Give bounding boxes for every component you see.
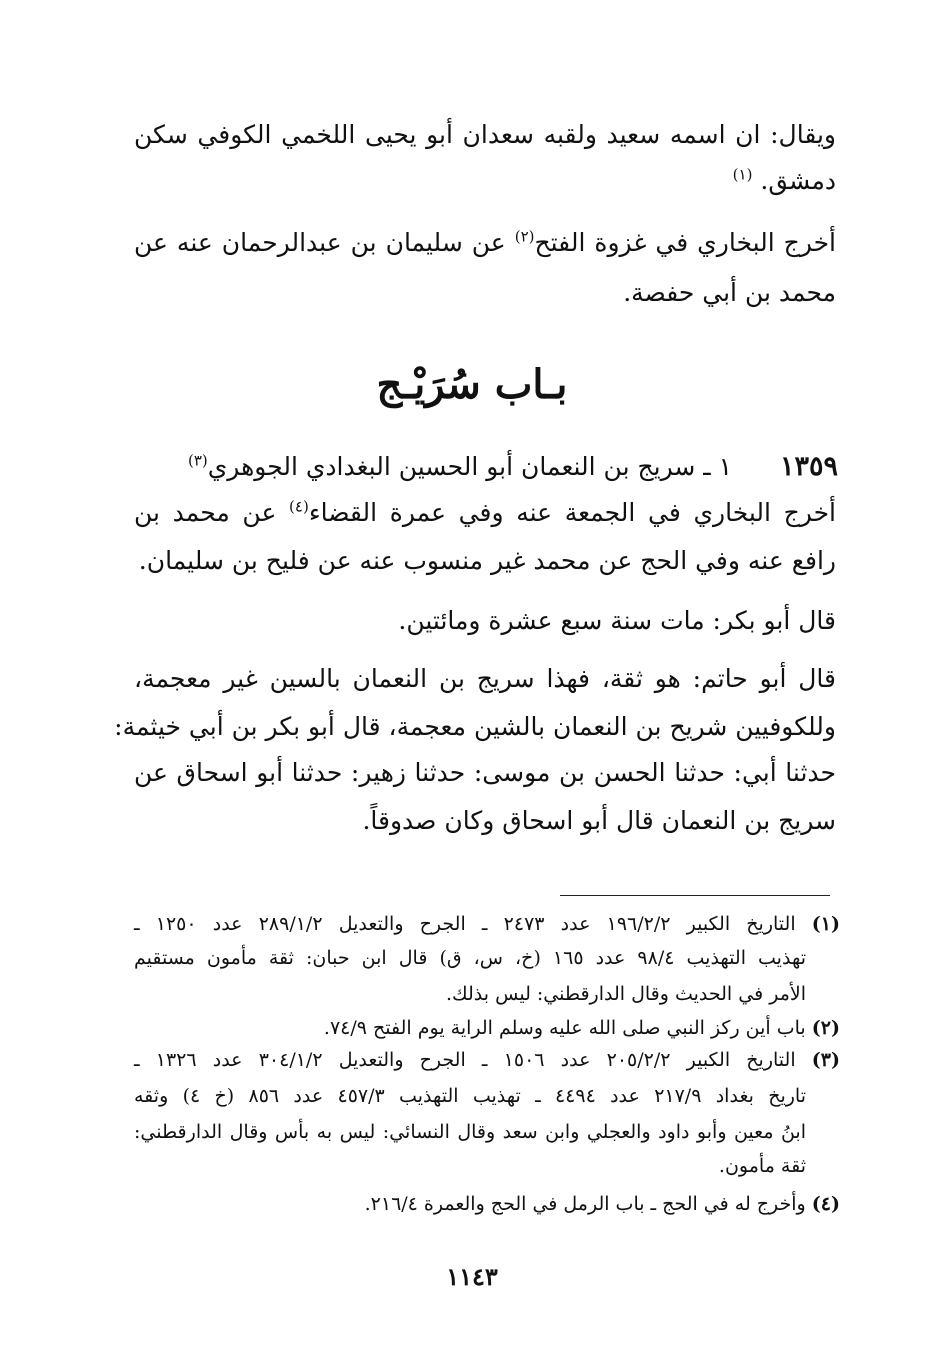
- footnote-text: باب أين ركز النبي صلى الله عليه وسلم الراية يوم الفتح ٧٤/٩.: [323, 1017, 806, 1039]
- entry-p2-line-1: [398, 604, 836, 638]
- entry-p3-line-4: [362, 804, 836, 838]
- intro-text: عن سليمان بن عبدالرحمان عنه عن: [134, 228, 515, 257]
- footnote-text: ابنُ معين وأبو داود والعجلي وابن سعد وقال النسائي: ليس به بأس وقال الدارقطني:: [134, 1121, 806, 1143]
- footnote-number: (٣): [811, 1049, 840, 1071]
- intro-line-2: [733, 164, 836, 198]
- footnote-1-line-1: [134, 910, 840, 938]
- entry-text: عن محمد بن: [134, 498, 290, 527]
- intro-text: ويقال: ان اسمه سعيد ولقبه سعدان أبو يحيى اللخمي الكوفي سكن: [134, 120, 836, 149]
- footnote-text: تهذيب التهذيب ٩٨/٤ عدد ١٦٥ (خ، س، ق) قال ابن حبان: ثقة مأمون مستقيم: [134, 947, 806, 969]
- footnote-1-line-3: [446, 980, 806, 1008]
- intro-text: محمد بن أبي حفصة.: [623, 278, 836, 307]
- entry-p3-line-3: [134, 756, 836, 790]
- entry-text: قال أبو بكر: مات سنة سبع عشرة ومائتين.: [398, 606, 836, 635]
- entry-p1-line-2: [139, 544, 836, 578]
- entry-index: ١: [718, 452, 732, 481]
- footnote-number: (٤): [811, 1193, 840, 1215]
- footnote-number: (٢): [811, 1017, 840, 1039]
- footnote-text: التاريخ الكبير ١٩٦/٢/٢ عدد ٢٤٧٣ ـ الجرح والتعديل ٢٨٩/١/٢ عدد ١٢٥٠ ـ: [134, 913, 796, 935]
- footnote-ref: (١): [732, 165, 753, 184]
- entry-text: قال أبو حاتم: هو ثقة، فهذا سريج بن النعمان بالسين غير معجمة،: [134, 664, 836, 693]
- entry-text: رافع عنه وفي الحج عن محمد غير منسوب عنه عن فليح بن سليمان.: [138, 546, 836, 575]
- footnote-number: (١): [811, 913, 840, 935]
- footnote-3-line-1: [134, 1046, 840, 1074]
- entry-name: ـ سريج بن النعمان أبو الحسين البغدادي الجوهري: [207, 452, 711, 481]
- intro-line-1: [134, 118, 836, 152]
- footnote-1-line-2: [134, 944, 806, 972]
- intro-text: أخرج البخاري في غزوة الفتح: [534, 228, 837, 257]
- page-number: ١١٤٣: [446, 1262, 498, 1291]
- intro-para2-line-1: [134, 226, 836, 260]
- footnote-text: تاريخ بغداد ٢١٧/٩ عدد ٤٤٩٤ ـ تهذيب التهذيب ٤٥٧/٣ عدد ٨٥٦ (خ ٤) وثقه: [134, 1085, 806, 1107]
- footnote-text: وأخرج له في الحج ـ باب الرمل في الحج والعمرة ٢١٦/٤.: [364, 1193, 806, 1215]
- footnote-2-line-1: [324, 1014, 840, 1042]
- footnote-ref: (٣): [187, 451, 208, 470]
- intro-para2-line-2: [623, 276, 836, 310]
- entry-p3-line-1: [134, 662, 836, 696]
- footnote-separator: [560, 895, 830, 896]
- footnote-text: ثقة مأمون.: [718, 1155, 806, 1177]
- entry-text: سريج بن النعمان قال أبو اسحاق وكان صدوقاً.: [362, 806, 836, 835]
- entry-p3-line-2: [114, 710, 836, 744]
- footnote-ref: (٤): [289, 497, 309, 516]
- entry-p1-line-1: [134, 496, 836, 530]
- footnote-3-line-2: [134, 1082, 806, 1110]
- footnote-text: التاريخ الكبير ٢٠٥/٢/٢ عدد ١٥٠٦ ـ الجرح والتعديل ٣٠٤/١/٢ عدد ١٣٢٦ ـ: [134, 1049, 796, 1071]
- footnote-4-line-1: [365, 1190, 840, 1218]
- entry-text: وللكوفيين شريح بن النعمان بالشين معجمة، قال أبو بكر بن أبي خيثمة:: [114, 712, 836, 741]
- footnote-3-line-4: [719, 1152, 806, 1180]
- footnote-3-line-3: [134, 1118, 806, 1146]
- entry-text: أخرج البخاري في الجمعة عنه وفي عمرة القضاء: [308, 498, 836, 527]
- entry-number: ١٣٥٩: [779, 451, 838, 482]
- footnote-text: الأمر في الحديث وقال الدارقطني: ليس بذلك.: [445, 983, 806, 1005]
- entry-title: [188, 450, 732, 484]
- entry-text: حدثنا أبي: حدثنا الحسن بن موسى: حدثنا زهير: حدثنا أبو اسحاق عن: [134, 758, 836, 787]
- intro-text: دمشق.: [760, 166, 836, 195]
- section-heading: بـاب سُرَيْـج: [376, 361, 568, 408]
- footnote-ref: (٢): [514, 227, 535, 246]
